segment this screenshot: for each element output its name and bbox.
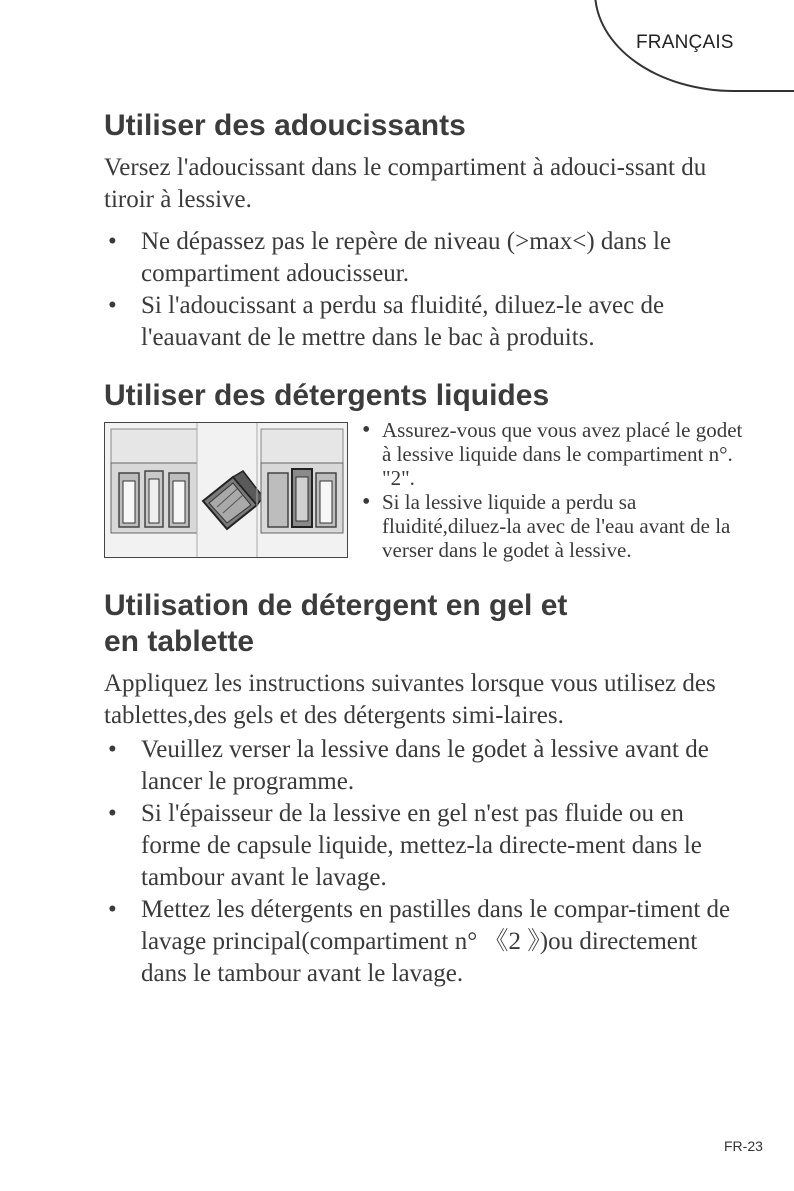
page-content [104, 108, 744, 990]
bullet-icon: • [362, 489, 371, 515]
page-number: FR-23 [724, 1138, 763, 1154]
bullet-icon: • [108, 292, 117, 319]
list-item: • Si l'adoucissant a perdu sa fluidité, diluez-le avec de l'eauavant de le mettre dans le bac à produits. [108, 292, 665, 351]
bullet-icon: • [108, 228, 117, 255]
bullet-icon: • [362, 417, 371, 443]
softener-bullet-list [104, 226, 744, 354]
liquid-detergent-row [104, 417, 744, 562]
gel-tablet-bullet-list [104, 734, 744, 990]
list-item: • Mettez les détergents en pastilles dans le compar-timent de lavage principal(compartiment n° 《2 》)ou directement dans le tambour avant le lavage. [108, 896, 731, 987]
list-item: • Si la lessive liquide a perdu sa fluidité,diluez-la avec de l'eau avant de la verser dans le godet à lessive. [362, 489, 731, 562]
detergent-drawer-illustration [104, 422, 348, 558]
bullet-icon: • [108, 896, 117, 923]
softener-intro: Versez l'adoucissant dans le compartiment à adouci-ssant du tiroir à lessive. [104, 154, 707, 213]
language-label: FRANÇAIS [636, 32, 734, 53]
list-item: • Si l'épaisseur de la lessive en gel n'est pas fluide ou en forme de capsule liquide, mettez-la directe-ment dans le tambour avant le lavage. [108, 800, 702, 891]
liquid-detergent-bullet-list [362, 418, 744, 562]
section-title-gel-tablet: Utilisation de détergent en gel et en tablette [104, 589, 568, 658]
list-item: • Assurez-vous que vous avez placé le godet à lessive liquide dans le compartiment n°. "2". [362, 417, 743, 490]
gel-tablet-intro: Appliquez les instructions suivantes lorsque vous utilisez des tablettes,des gels et des détergents simi-laires. [104, 670, 716, 729]
list-item: • Ne dépassez pas le repère de niveau (>max<) dans le compartiment adoucisseur. [108, 228, 672, 287]
bullet-icon: • [108, 736, 117, 763]
list-item: • Veuillez verser la lessive dans le godet à lessive avant de lancer le programme. [108, 736, 709, 795]
section-title-softeners: Utiliser des adoucissants [104, 109, 466, 142]
bullet-icon: • [108, 800, 117, 827]
section-title-liquid-detergents: Utiliser des détergents liquides [104, 379, 550, 412]
